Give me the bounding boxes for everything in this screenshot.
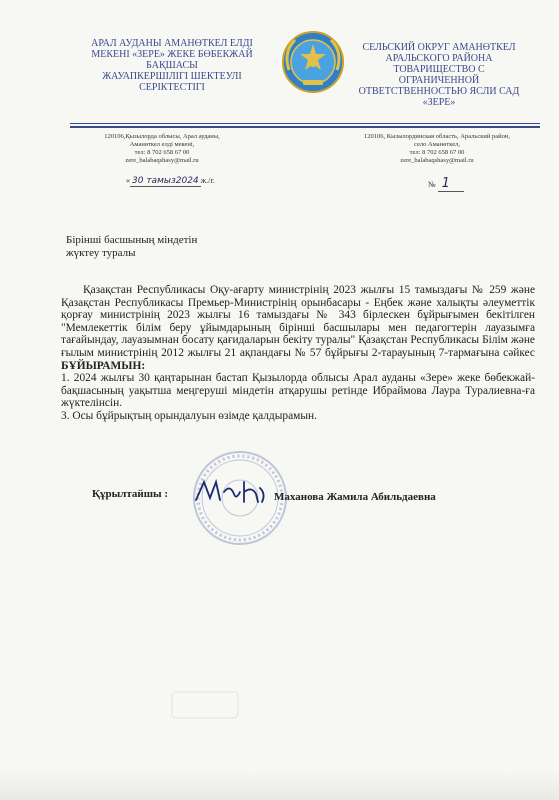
address-left-line: тел: 8 702 658 67 00 xyxy=(134,149,190,156)
faint-stamp-icon xyxy=(170,690,240,720)
header-right-block xyxy=(346,42,532,108)
header-divider xyxy=(70,123,540,124)
address-right-line: 120106, Кызылординская область, Аральский район, xyxy=(364,133,510,140)
address-right-line: zere_balabaqshasy@mail.ru xyxy=(400,157,474,164)
address-left-block xyxy=(82,133,242,165)
order-word: БҰЙЫРАМЫН: xyxy=(61,359,146,372)
signer-name: Маханова Жамила Абильдаевна xyxy=(274,491,436,503)
address-right-line: тел: 8 702 658 67 00 xyxy=(409,149,465,156)
address-left-line: 120106,Қызылорда облысы, Арал ауданы, xyxy=(104,133,220,140)
page-bottom-shadow xyxy=(0,770,559,800)
header-right-line: ТОВАРИЩЕСТВО С xyxy=(393,64,485,75)
signer-role: Құрылтайшы : xyxy=(92,488,169,500)
preamble-text: Қазақстан Республикасы Оқу-ағарту министрінің 2023 жылғы 15 тамыздағы № 259 және Қазақстан Республикасы Премьер-Министрінің орынбасары - Еңбек және халықты әлеуметтік қорғау министрінің 2023 жылғы 16 тамыздағы № 343 бірлескен бұйрығымен бекітілген "Мемлекеттік білім беру ұйымдарының бірінші басшылары мен педагогтерін лауазымға тағайындау, лауазымнан босату қағидаларын бекіту туралы" Қазақстан Республикасы Білім және ғылым министрінің 2012 жылғы 21 ақпандағы № 57 бұйрығы 2-тарауының 7-тармағына сәйкес xyxy=(61,284,535,359)
subject-line: жүктеу туралы xyxy=(66,247,136,259)
body-preamble xyxy=(61,284,535,372)
date-prefix: « xyxy=(126,176,130,185)
order-item-1: 1. 2024 жылғы 30 қаңтарынан бастап Қызылорда облысы Арал ауданы «Зере» жеке бөбекжай- бақшасының уақытша меңгеруші міндетін атқарушы ретінде Ибраймова Лаура Туралиевна-ға жүктелінсін. xyxy=(61,372,535,410)
date-suffix: ж./г. xyxy=(200,176,215,185)
header-left-line: МЕКЕНІ «ЗЕРЕ» ЖЕКЕ БӨБЕКЖАЙ xyxy=(91,49,253,60)
header-left-line: СЕРІКТЕСТІГІ xyxy=(139,82,205,93)
header-right-line: «ЗЕРЕ» xyxy=(422,97,456,108)
address-right-block xyxy=(352,133,522,165)
header-right-line: АРАЛЬСКОГО РАЙОНА xyxy=(385,53,493,64)
signature-block xyxy=(92,488,532,528)
document-body xyxy=(61,284,535,423)
subject-line: Бірінші басшының міндетін xyxy=(66,234,198,246)
header-right-line: СЕЛЬСКИЙ ОКРУГ АМАНӨТКЕЛ xyxy=(362,42,516,53)
number-handwritten: 1 xyxy=(438,176,464,192)
handwritten-signature-icon xyxy=(190,474,270,510)
document-number xyxy=(428,176,464,191)
address-left-line: Аманөткел елді мекені, xyxy=(129,141,195,148)
header-left-line: ЖАУАПКЕРШІЛІГІ ШЕКТЕУЛІ xyxy=(102,71,242,82)
date-handwritten: 30 тамыз2024 xyxy=(132,176,199,186)
order-item-3: 3. Осы бұйрықтың орындалуын өзімде қалдырамын. xyxy=(61,409,317,422)
document-date xyxy=(126,176,215,186)
address-right-line: село Аманөткел, xyxy=(414,141,460,148)
number-prefix: № xyxy=(428,180,436,189)
header-divider-thick xyxy=(70,126,540,128)
document-subject xyxy=(66,234,197,260)
address-left-line: zere_balabaqshasy@mail.ru xyxy=(125,157,199,164)
header-left-line: АРАЛ АУДАНЫ АМАНӨТКЕЛ ЕЛДІ xyxy=(91,38,253,49)
header-right-line: ОТВЕТСТВЕННОСТЬЮ ЯСЛИ САД xyxy=(358,86,520,97)
header-left-line: БАҚШАСЫ xyxy=(146,60,198,71)
state-emblem-icon xyxy=(281,30,345,94)
header-right-line: ОГРАНИЧЕННОЙ xyxy=(398,75,480,86)
header-left-block xyxy=(72,38,272,93)
